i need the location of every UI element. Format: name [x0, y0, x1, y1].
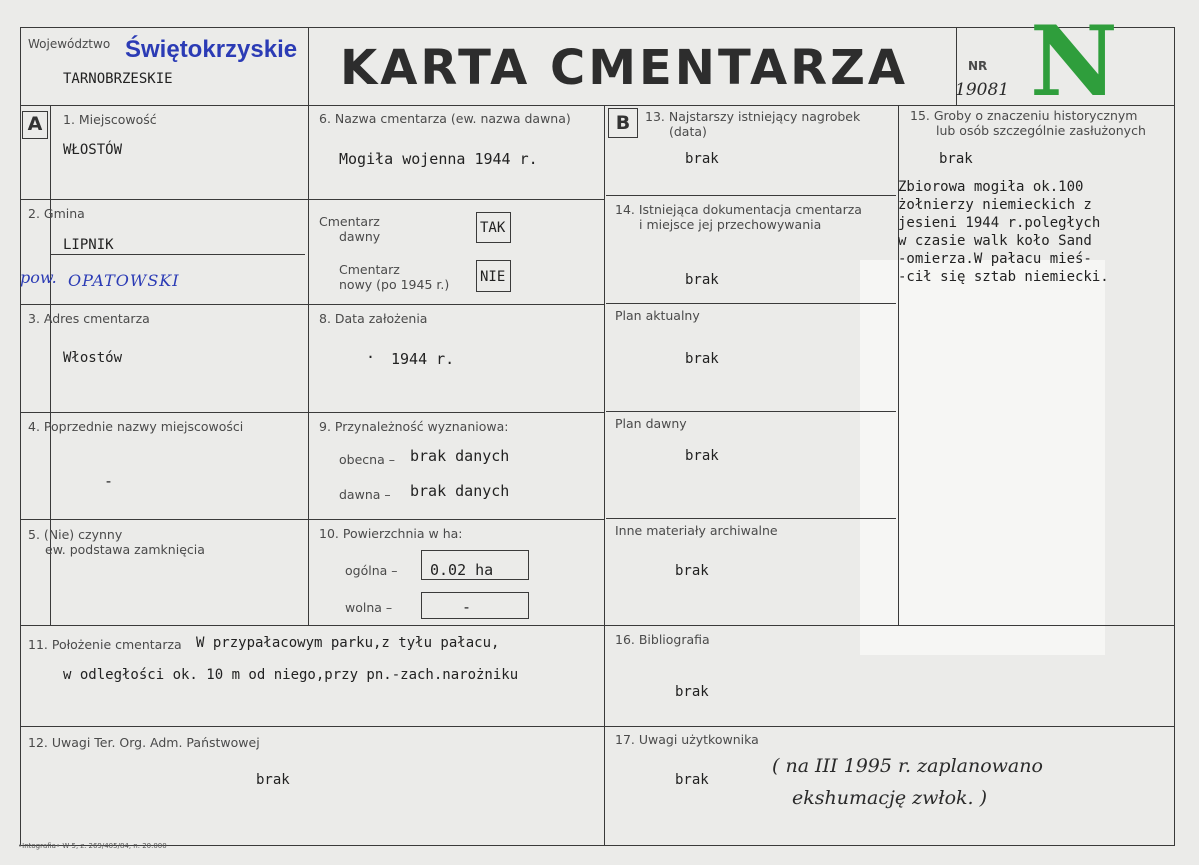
field-10-free-box — [421, 592, 529, 619]
field-2-pow-prefix: pow. — [20, 268, 57, 287]
section-b-letter: B — [615, 112, 631, 134]
field-10-free-value: - — [462, 598, 472, 616]
vline-left-col — [308, 28, 309, 626]
field-12-label: 12. Uwagi Ter. Org. Adm. Państwowej — [28, 735, 260, 750]
voivodeship-typed: TARNOBRZESKIE — [63, 71, 173, 87]
field-15-note-5: -omierza.W pałacu mieś- — [898, 251, 1092, 267]
field-4-value: - — [104, 472, 114, 490]
field-8-mark: · — [366, 348, 376, 366]
field-14-value: brak — [685, 272, 719, 288]
field-14-label-2: i miejsce jej przechowywania — [639, 217, 822, 232]
field-15-note-4: w czasie walk koło Sand — [898, 233, 1092, 249]
field-9-current-value: brak danych — [410, 447, 510, 465]
print-footer: •Intografia• W-5, z. 269/405/84, n. 20.000 — [18, 842, 167, 850]
field-7-old-value: TAK — [480, 220, 506, 236]
field-16-label: 16. Bibliografia — [615, 632, 710, 647]
field-10-label: 10. Powierzchnia w ha: — [319, 526, 463, 541]
field-1-label: 1. Miejscowość — [63, 112, 157, 127]
stamp-letter-n: N — [1030, 5, 1118, 118]
field-9-label: 9. Przynależność wyznaniowa: — [319, 419, 509, 434]
line-row1-left — [21, 199, 604, 200]
line-row6 — [21, 726, 1174, 727]
field-5-label-1: 5. (Nie) czynny — [28, 527, 123, 542]
field-13-label-1: 13. Najstarszy istniejący nagrobek — [645, 109, 861, 124]
section-a-letter: A — [27, 113, 43, 135]
line-row5 — [21, 625, 1174, 626]
field-17-value: brak — [675, 772, 709, 788]
field-17-label: 17. Uwagi użytkownika — [615, 732, 759, 747]
field-11-line-1: W przypałacowym parku,z tyłu pałacu, — [196, 635, 500, 651]
voivodeship-label: Województwo — [28, 37, 111, 51]
line-row3-left — [21, 412, 604, 413]
field-17-handwritten-2: ekshumację zwłok. ) — [792, 787, 988, 809]
field-7-new-label-1: Cmentarz — [339, 262, 400, 277]
field-4-label: 4. Poprzednie nazwy miejscowości — [28, 419, 244, 434]
field-6-value: Mogiła wojenna 1944 r. — [339, 150, 538, 168]
line-row4-mid — [606, 518, 896, 519]
voivodeship-stamp: Świętokrzyskie — [125, 36, 298, 63]
field-5-label-2: ew. podstawa zamknięcia — [45, 542, 205, 557]
line-row3-mid — [606, 411, 896, 412]
field-1-value: WŁOSTÓW — [63, 142, 123, 158]
field-9-former-label: dawna – — [339, 487, 391, 502]
field-15-note-6: -cił się sztab niemiecki. — [898, 269, 1109, 285]
plan-former-label: Plan dawny — [615, 416, 687, 431]
field-11-label: 11. Położenie cmentarza — [28, 637, 182, 652]
field-7-old-label-1: Cmentarz — [319, 214, 380, 229]
field-8-label: 8. Data założenia — [319, 311, 428, 326]
field-8-value: 1944 r. — [391, 350, 455, 368]
field-3-label: 3. Adres cmentarza — [28, 311, 150, 326]
other-materials-value: brak — [675, 563, 709, 579]
field-2-label: 2. Gmina — [28, 206, 85, 221]
field-15-label-1: 15. Groby o znaczeniu historycznym — [910, 108, 1138, 123]
vline-mid-col — [604, 105, 605, 846]
field-3-value: Włostów — [63, 350, 123, 366]
line-header-bottom — [21, 105, 1174, 106]
plan-current-value: brak — [685, 351, 719, 367]
field-11-line-2: w odległości ok. 10 m od niego,przy pn.-zach.narożniku — [63, 667, 519, 683]
outer-frame — [20, 27, 1175, 846]
other-materials-label: Inne materiały archiwalne — [615, 523, 778, 538]
line-row1-mid — [606, 195, 896, 196]
field-16-value: brak — [675, 684, 709, 700]
field-6-label: 6. Nazwa cmentarza (ew. nazwa dawna) — [319, 111, 571, 126]
line-row4-left — [21, 519, 604, 520]
field-7-new-value: NIE — [480, 269, 506, 285]
field-2-pow-value: OPATOWSKI — [68, 271, 180, 290]
field-7-new-label-2: nowy (po 1945 r.) — [339, 277, 450, 292]
field-15-note-2: żołnierzy niemieckich z — [898, 197, 1092, 213]
field-2-value: LIPNIK — [63, 237, 114, 253]
line-row2-left — [21, 304, 604, 305]
field-12-value: brak — [256, 772, 290, 788]
field-13-label-2: (data) — [669, 124, 707, 139]
field-15-note-3: jesieni 1944 r.poległych — [898, 215, 1101, 231]
field-14-label-1: 14. Istniejąca dokumentacja cmentarza — [615, 202, 862, 217]
plan-current-label: Plan aktualny — [615, 308, 700, 323]
nr-label: NR — [968, 59, 988, 73]
field-9-current-label: obecna – — [339, 452, 395, 467]
field-10-total-label: ogólna – — [345, 563, 398, 578]
field-13-value: brak — [685, 151, 719, 167]
plan-former-value: brak — [685, 448, 719, 464]
nr-value: 19081 — [955, 80, 1010, 100]
field-15-label-2: lub osób szczególnie zasłużonych — [936, 123, 1146, 138]
field-17-handwritten-1: ( na III 1995 r. zaplanowano — [772, 755, 1043, 777]
field-10-free-label: wolna – — [345, 600, 393, 615]
field-15-note-1: Zbiorowa mogiła ok.100 — [898, 179, 1084, 195]
field-7-old-label-2: dawny — [339, 229, 381, 244]
field-9-former-value: brak danych — [410, 482, 510, 500]
field-15-value: brak — [939, 151, 973, 167]
card-title: KARTA CMENTARZA — [340, 40, 909, 96]
field-10-total-value: 0.02 ha — [430, 561, 494, 579]
line-gmina-sub — [50, 254, 305, 255]
line-row2-mid — [606, 303, 896, 304]
